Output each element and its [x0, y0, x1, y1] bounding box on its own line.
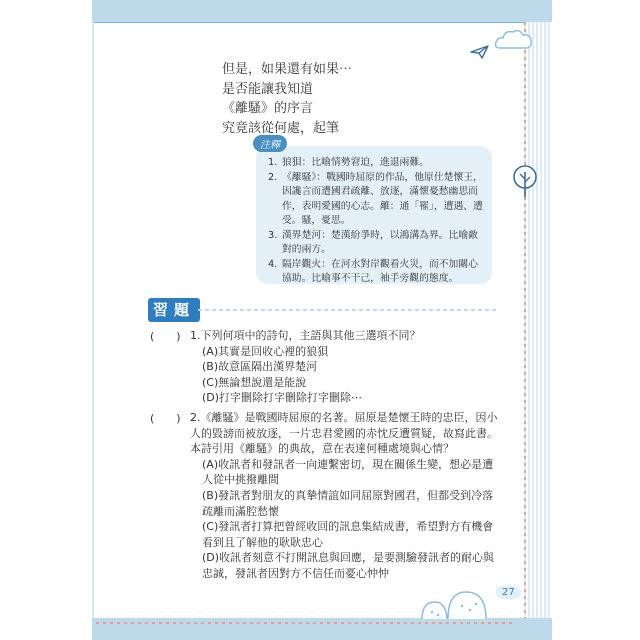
top-band	[92, 0, 552, 22]
poem-line: 但是，如果還有如果⋯	[222, 62, 353, 77]
top-band-edge	[92, 22, 552, 23]
note-item	[268, 171, 484, 229]
option-a: (A)其實是回收心裡的狼狽	[202, 344, 329, 358]
note-text: 《離騷》：戰國時屈原的作品，他原仕楚懷王，因讒言而遭國君疏離、放逐，滿懷憂愁幽思而作，表明愛國的心志。離：通「罹」，遭遇、遭受。騷，憂思。	[282, 171, 483, 226]
note-item	[268, 156, 484, 171]
question-1	[190, 328, 510, 406]
note-item	[268, 258, 484, 287]
note-text: 隔岸觀火：在河水對岸觀看火災，而不加關心協助。比喻事不干己，袖手旁觀的態度。	[282, 258, 478, 284]
note-item	[268, 229, 484, 258]
question-2	[190, 410, 502, 582]
question-stem: 1.下列何項中的詩句，主語與其他三選項不同？	[190, 329, 421, 342]
tree-icon	[510, 164, 540, 198]
bottom-dotted-line	[96, 622, 516, 624]
notes-list	[268, 156, 484, 287]
note-number: 1.	[268, 157, 278, 168]
left-page-edge	[92, 22, 94, 640]
exercise-title-underline	[198, 309, 498, 311]
answer-blank: ( )	[150, 330, 181, 343]
option-b: (B)故意區隔出漢界楚河	[202, 360, 318, 374]
right-dotted-line	[524, 22, 526, 622]
option-c: (C)發訊者打算把曾經收回的訊息集結成書，希望對方有機會看到且了解他的耿耿忠心	[202, 520, 494, 549]
option-a: (A)收訊者和發訊者一向連繫密切，現在關係生變，想必是遭人從中挑撥離間	[202, 457, 494, 487]
poem-line: 是否能讓我知道	[222, 81, 314, 97]
right-margin-stripe	[524, 22, 552, 622]
notes-tag: 注釋	[253, 135, 287, 152]
poem-line: 究竟該從何處，起筆	[222, 120, 340, 136]
answer-blank: ( )	[150, 412, 181, 425]
poem-line: 《離騷》的序言	[222, 101, 314, 116]
note-number: 4.	[268, 258, 278, 270]
note-text: 狼狽：比喻情勢窘迫，進退兩難。	[282, 157, 429, 168]
paper-plane-icon	[470, 44, 490, 60]
option-c: (C)無論想說還是能說	[202, 375, 307, 389]
exercise-title: 習題	[148, 298, 200, 322]
poem-block	[222, 60, 352, 138]
page-number: 27	[496, 586, 521, 599]
option-d: (D)打字刪除打字刪除打字刪除⋯	[202, 391, 363, 405]
question-stem: 2.《離騷》是戰國時屈原的名著。屈原是楚懷王時的忠臣，因小人的毀謗而被放逐，一片忠君愛國的赤忱反遭質疑，故寫此書。本詩引用《離騷》的典故，意在表達何種處境與心情？	[190, 411, 498, 456]
cloud-icon	[494, 26, 534, 54]
option-d: (D)收訊者刻意不打開訊息與回應，是要測驗發訊者的耐心與忠誠，發訊者因對方不信任而憂心忡忡	[202, 551, 495, 580]
option-b: (B)發訊者對朋友的真摯情誼如同屈原對國君，但都受到冷落疏離而滿腔愁懷	[202, 488, 494, 518]
note-text: 漢界楚河：楚漢紛爭時，以鴻溝為界。比喻敵對的兩方。	[282, 229, 478, 255]
note-number: 2.	[268, 171, 278, 183]
bush-icon	[420, 588, 490, 620]
note-number: 3.	[268, 229, 278, 241]
